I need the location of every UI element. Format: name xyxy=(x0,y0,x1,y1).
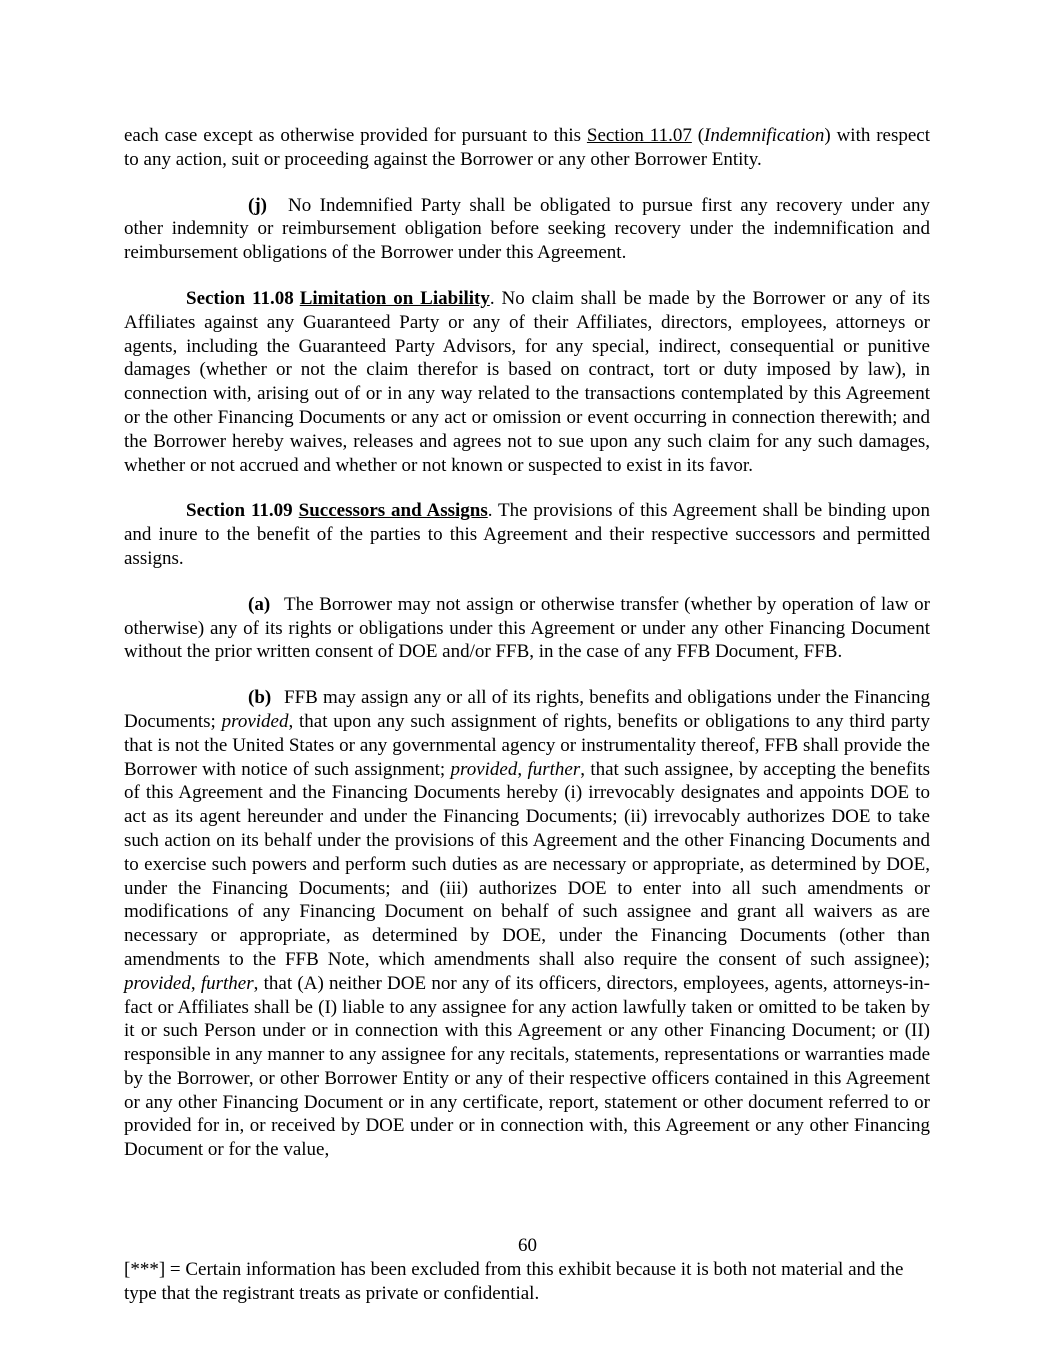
subsection-j xyxy=(124,194,930,265)
subsection-text: , xyxy=(517,758,528,780)
section-number: Section 11.08 xyxy=(186,287,294,309)
subsection-b xyxy=(124,686,930,1162)
subsection-text: The Borrower may not assign or otherwise transfer (whether by operation of law or otherwise) any of its rights or obligations under this Agreement or under any other Financing Document without the prior written consent of DOE and/or FFB, in the case of any FFB Document, FFB. xyxy=(124,593,930,663)
section-text: . No claim shall be made by the Borrower or any of its Affiliates against any Guaranteed Party or any of their Affiliates, directors, employees, attorneys or agents, including the Guaranteed Party Advisors, for any special, indirect, consequential or punitive damages (whether or not the claim therefor is based on contract, tort or duty imposed by law), in connection with, arising out of or in any way related to the transactions contemplated by this Agreement or the other Financing Documents or any act or omission or event occurring in connection therewith; and the Borrower hereby waives, releases and agrees not to sue upon any such claim for any such damages, whether or not accrued and whether or not known or suspected to exist in its favor. xyxy=(124,287,931,476)
subsection-text: FFB may assign any or all of its rights, benefits and obligations under the Financing Documents; xyxy=(124,687,930,732)
section-text: . The provisions of this Agreement shall be binding upon and inure to the benefit of the parties to this Agreement and their respective successors and permitted assigns. xyxy=(124,500,930,569)
section-number: Section 11.09 xyxy=(186,500,293,522)
paragraph-text: each case except as otherwise provided for pursuant to this xyxy=(124,125,587,146)
paragraph-text: ( xyxy=(691,125,705,146)
subsection-a xyxy=(124,593,930,664)
section-reference: Section 11.07 xyxy=(586,125,692,146)
footer-disclaimer: [***] = Certain information has been excluded from this exhibit because it is both not material and the type that the registrant treats as private or confidential. xyxy=(124,1259,904,1304)
subsection-text: No Indemnified Party shall be obligated to pursue first any recovery under any other indemnity or reimbursement obligation before seeking recovery under the indemnification and reimbursement obligations of the Borrower under this Agreement. xyxy=(124,194,930,264)
italic-term: provided xyxy=(450,758,518,780)
subsection-text: , that upon any such assignment of rights, benefits or obligations to any third party that is not the United States or any governmental agency or instrumentality thereof, FFB shall provide the Borrower with notice of such assignment; xyxy=(124,710,930,780)
section-11-09 xyxy=(124,499,930,570)
subsection-label: (j) xyxy=(248,194,267,216)
italic-term: provided xyxy=(124,972,191,994)
section-title: Successors and Assigns xyxy=(298,500,488,522)
subsection-text: , that such assignee, by accepting the benefits of this Agreement and the Financing Documents hereby (i) irrevocably designates and appoints DOE to act as its agent hereunder and under the Financing Documents; (ii) irrevocably authorizes DOE to take such action on its behalf under the provisions of this Agreement and the other Financing Documents and to exercise such powers and perform such duties as are necessary or appropriate, as determined by DOE, under the Financing Documents; and (iii) authorizes DOE to enter into all such amendments or modifications of any Financing Document on behalf of such assignee and grant all waivers as are necessary or appropriate, as determined by DOE, under the Financing Documents (other than amendments to the FFB Note, which amendments shall also require the consent of such assignee); xyxy=(124,758,931,970)
subsection-label: (b) xyxy=(248,687,272,709)
italic-term: further xyxy=(200,972,254,994)
document-body xyxy=(124,124,930,1184)
paragraph-text: ) with respect to any action, suit or proceeding against the Borrower or any other Borrower Entity. xyxy=(124,125,931,170)
section-title: Limitation on Liability xyxy=(299,287,490,309)
italic-term: provided xyxy=(221,710,289,732)
italic-term: further xyxy=(527,758,581,780)
subsection-text: , xyxy=(190,972,201,994)
subsection-label: (a) xyxy=(248,593,271,615)
section-11-08 xyxy=(124,287,930,477)
page-number: 60 xyxy=(518,1235,537,1256)
subsection-text: , that (A) neither DOE nor any of its officers, directors, employees, agents, attorneys-in-fact or Affiliates shall be (I) liable to any assignee for any action lawfully taken or omitted to be taken by it or such Person under or in connection with this Agreement or any other Financing Document; or (II) responsible in any manner to any assignee for any recitals, statements, representations or warranties made by the Borrower, or other Borrower Entity or any of their respective officers contained in this Agreement or any other Financing Document or in any certificate, report, statement or other document referred to or provided for in, or received by DOE under or in connection with, this Agreement or any other Financing Document or for the value, xyxy=(124,972,930,1161)
paragraph-continuation xyxy=(124,124,930,172)
section-reference-title: Indemnification xyxy=(704,125,825,146)
